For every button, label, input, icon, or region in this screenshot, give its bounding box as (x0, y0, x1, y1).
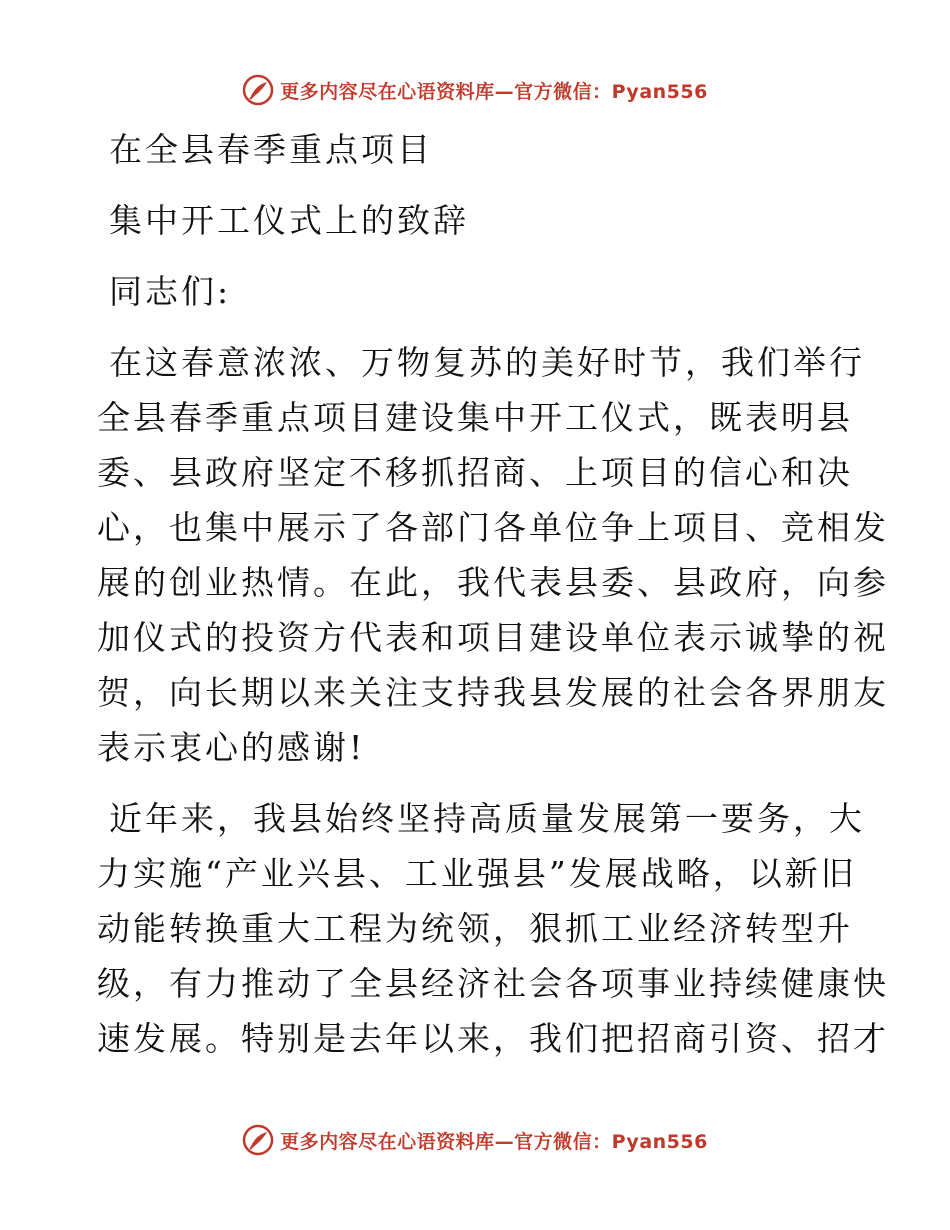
paragraph-line: 贺，向长期以来关注支持我县发展的社会各界朋友 (97, 673, 889, 712)
watermark-text: 更多内容尽在心语资料库—官方微信：Pyan556 (280, 80, 708, 103)
title-line-1: 在全县春季重点项目 (109, 130, 433, 169)
paragraph-line: 委、县政府坚定不移抓招商、上项目的信心和决 (97, 453, 853, 492)
paragraph-1 (97, 335, 889, 775)
salutation: 同志们: (109, 272, 232, 311)
paragraph-line: 级，有力推动了全县经济社会各项事业持续健康快 (97, 964, 889, 1003)
quill-logo-icon (242, 74, 274, 106)
paragraph-line: 力实施“产业兴县、工业强县”发展战略，以新旧 (97, 854, 857, 893)
quill-logo-icon (242, 1124, 274, 1156)
paragraph-line: 全县春季重点项目建设集中开工仪式，既表明县 (97, 398, 853, 437)
paragraph-line: 展的创业热情。在此，我代表县委、县政府，向参 (97, 563, 889, 602)
paragraph-line: 速发展。特别是去年以来，我们把招商引资、招才 (97, 1019, 889, 1058)
paragraph-line: 加仪式的投资方代表和项目建设单位表示诚挚的祝 (97, 618, 889, 657)
paragraph-line: 心，也集中展示了各部门各单位争上项目、竞相发 (97, 508, 889, 547)
document-body (97, 122, 889, 1082)
paragraph-line: 近年来，我县始终坚持高质量发展第一要务，大 (109, 799, 865, 838)
paragraph-line: 在这春意浓浓、万物复苏的美好时节，我们举行 (109, 343, 865, 382)
title-line-2: 集中开工仪式上的致辞 (109, 201, 469, 240)
paragraph-line: 表示衷心的感谢! (97, 728, 366, 767)
paragraph-2 (97, 791, 889, 1066)
paragraph-line: 动能转换重大工程为统领，狠抓工业经济转型升 (97, 909, 853, 948)
header-watermark (0, 70, 950, 110)
watermark-text: 更多内容尽在心语资料库—官方微信：Pyan556 (280, 1130, 708, 1153)
footer-watermark (0, 1120, 950, 1160)
